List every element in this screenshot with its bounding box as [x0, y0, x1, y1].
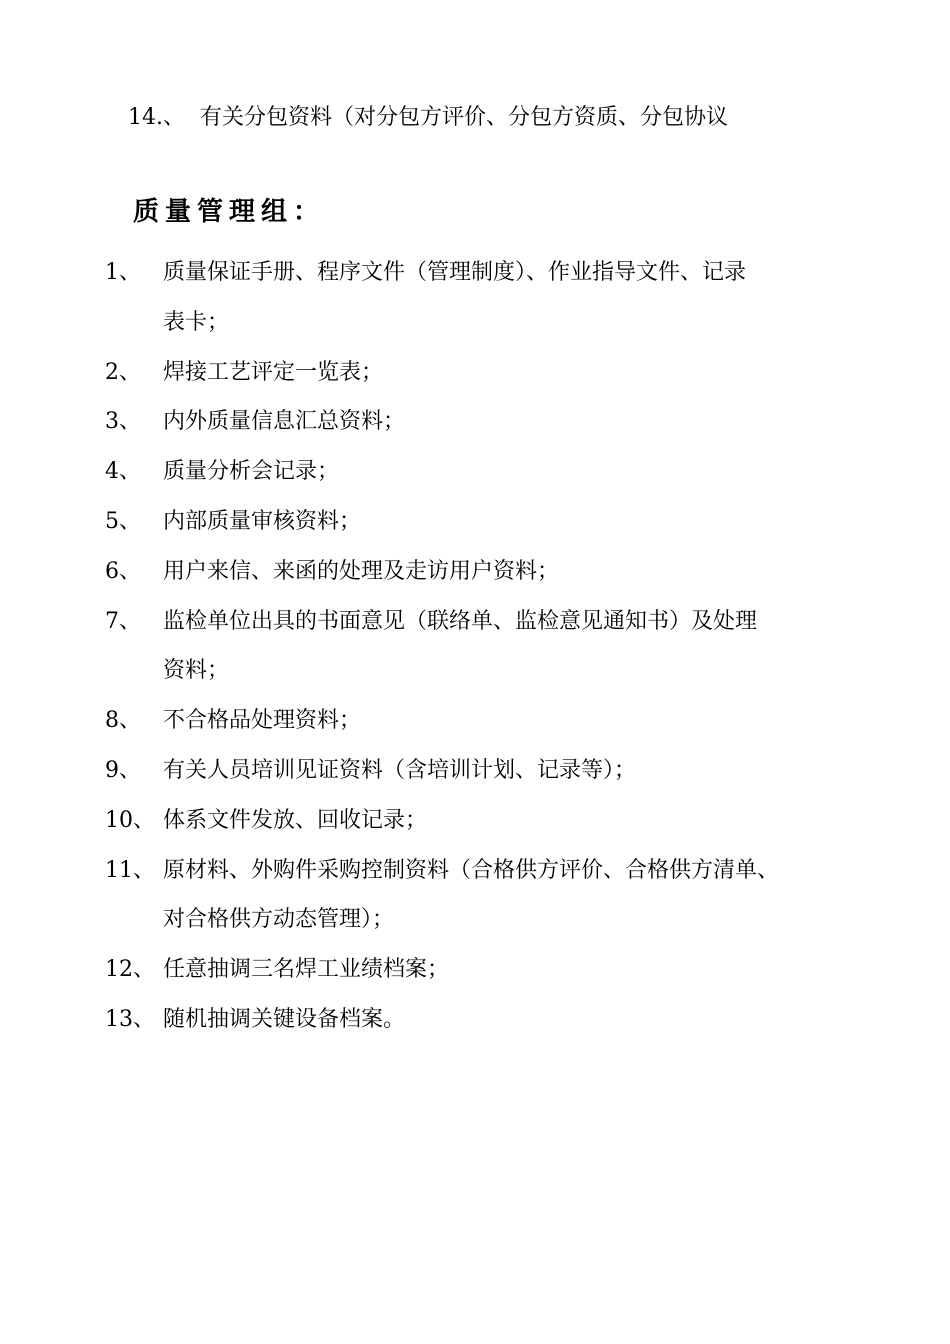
item-number: 12、 [105, 957, 155, 983]
list-item [105, 796, 865, 846]
list-item-14 [128, 100, 728, 136]
item-number: 4、 [105, 459, 141, 485]
item-text: 质量分析会记录； [163, 459, 340, 485]
list-item [105, 447, 865, 497]
item-number: 7、 [105, 608, 141, 634]
item-number: 5、 [105, 508, 141, 534]
list-item [105, 746, 865, 796]
item-text: 原材料、外购件采购控制资料（合格供方评价、合格供方清单、 对合格供方动态管理）； [163, 857, 780, 933]
quality-document-list [105, 248, 865, 1045]
list-item [105, 696, 865, 746]
list-item [105, 397, 865, 447]
list-item [105, 846, 865, 946]
item-number: 8、 [105, 708, 141, 734]
item-number: 10、 [105, 807, 155, 833]
item-text: 质量保证手册、程序文件（管理制度）、作业指导文件、记录 表卡； [163, 260, 747, 335]
item-text: 内外质量信息汇总资料； [163, 409, 406, 435]
item-number: 3、 [105, 409, 141, 435]
list-item [105, 597, 865, 697]
item-text: 随机抽调关键设备档案。 [163, 1006, 406, 1032]
list-item [105, 248, 865, 348]
item-text: 有关分包资料（对分包方评价、分包方资质、分包协议 [200, 105, 729, 130]
item-number: 9、 [105, 757, 141, 783]
item-text: 任意抽调三名焊工业绩档案； [163, 957, 450, 983]
list-item [105, 995, 865, 1045]
item-text: 不合格品处理资料； [163, 708, 362, 734]
item-text: 内部质量审核资料； [163, 508, 362, 534]
item-number: 14.、 [128, 105, 185, 130]
section-title: 质量管理组： [133, 197, 326, 227]
item-text: 监检单位出具的书面意见（联络单、监检意见通知书）及处理 资料； [163, 608, 758, 684]
item-number: 13、 [105, 1006, 155, 1032]
item-text: 用户来信、来函的处理及走访用户资料； [163, 558, 560, 584]
item-number: 2、 [105, 359, 141, 385]
item-number: 6、 [105, 558, 141, 584]
item-text: 有关人员培训见证资料（含培训计划、记录等）； [163, 757, 637, 783]
item-number: 1、 [105, 260, 141, 285]
list-item [105, 547, 865, 597]
list-item [105, 348, 865, 398]
list-item [105, 497, 865, 547]
item-text: 焊接工艺评定一览表； [163, 359, 384, 385]
list-item [105, 945, 865, 995]
item-text: 体系文件发放、回收记录； [163, 807, 428, 833]
item-number: 11、 [105, 857, 155, 883]
